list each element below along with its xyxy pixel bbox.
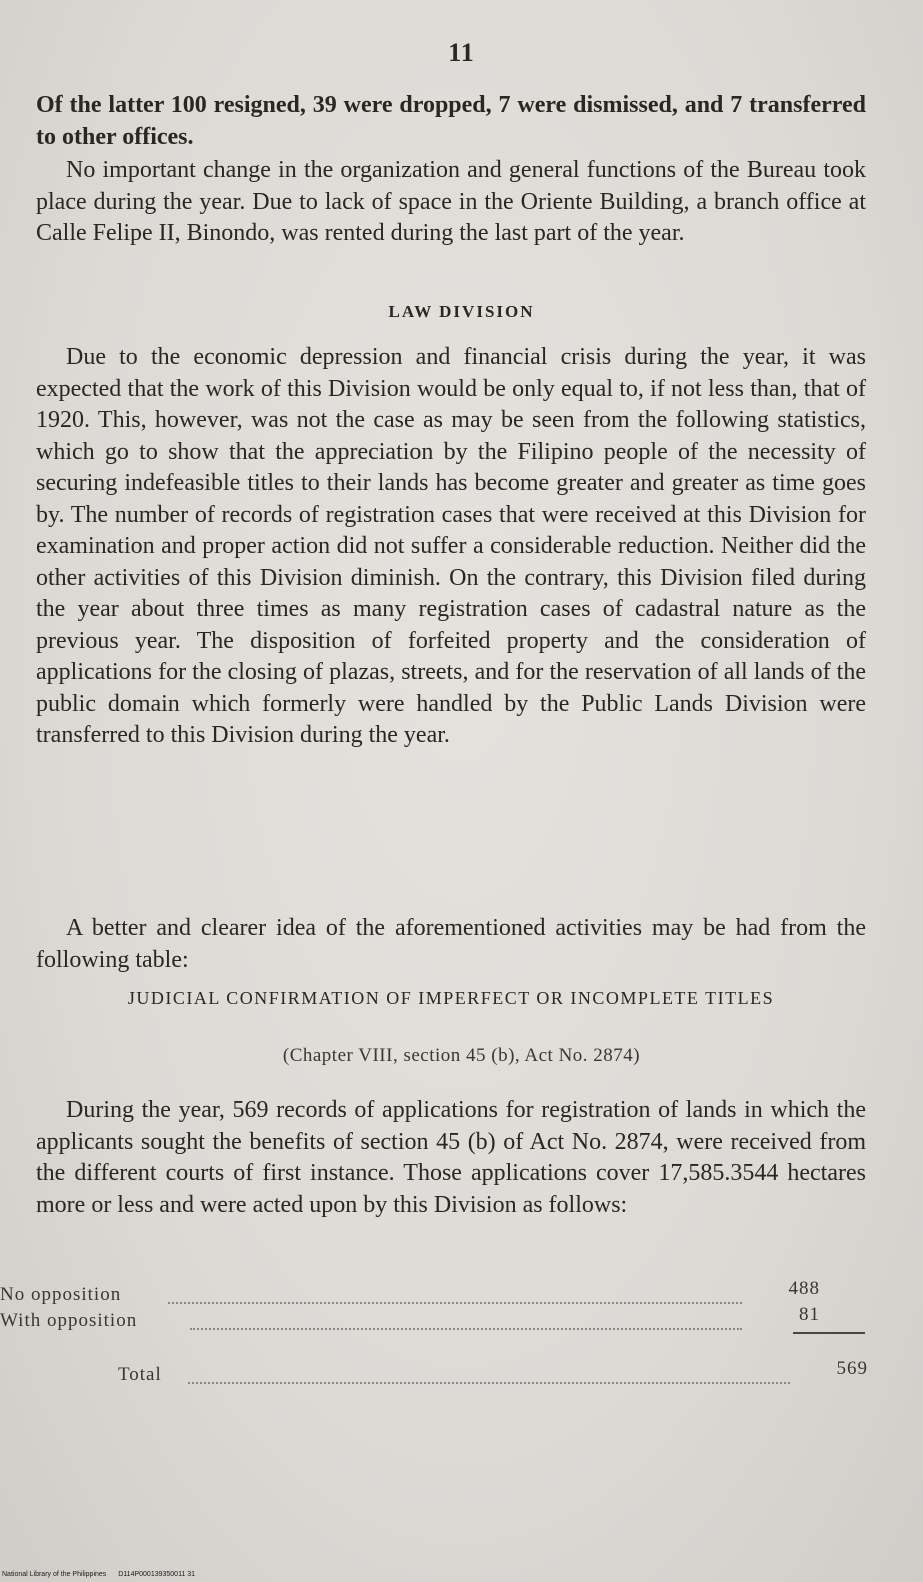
scan-footer xyxy=(2,1571,205,1578)
footer-library: National Library of the Philippines xyxy=(2,1571,107,1578)
paragraph-text: A better and clearer idea of the aforementioned activities may be had from the following table: xyxy=(36,915,866,973)
page-number: 11 xyxy=(448,38,475,67)
paragraph-text: Of the latter 100 resigned, 39 were dropped, 7 were dismissed, and 7 transferred to other offices. xyxy=(36,92,866,150)
judicial-confirmation-heading: JUDICIAL CONFIRMATION OF IMPERFECT OR INCOMPLETE TITLES xyxy=(127,988,775,1008)
intro-paragraph-1 xyxy=(36,90,866,153)
tally-row-no-opposition xyxy=(0,1278,820,1312)
tally-label: No opposition xyxy=(0,1284,122,1305)
judicial-paragraph xyxy=(36,1095,866,1221)
leader-dots xyxy=(168,1302,742,1304)
tally-value: 81 xyxy=(799,1304,820,1325)
tally-value: 488 xyxy=(788,1278,820,1299)
chapter-reference: (Chapter VIII, section 45 (b), Act No. 2874) xyxy=(282,1045,641,1066)
intro-paragraph-2 xyxy=(36,155,866,250)
leader-dots xyxy=(190,1328,742,1330)
paragraph-text: Due to the economic depression and financial crisis during the year, it was expected that the work of this Division would be only equal to, if not less than, that of 1920. This, however, was not the case as may be seen from the following statistics, which go to show that the appreciation by the Filipino people of the necessity of securing indefeasible titles to their lands has become greater and greater as time goes by. The number of records of registration cases that were received at this Division for examination and proper action did not suffer a considerable reduction. Neither did the other activities of this Division diminish. On the contrary, this Division filed during the year about three times as many registration cases of cadastral nature as the previous year. The disposition of forfeited property and the consideration of applications for the closing of plazas, streets, and for the reservation of all lands of the public domain which formerly were handled by the Public Lands Division were transferred to this Division during the year. xyxy=(36,344,866,748)
tally-label: Total xyxy=(118,1364,162,1385)
footer-code: D114P000139350011 31 xyxy=(118,1571,196,1578)
total-rule-line xyxy=(793,1332,865,1334)
law-division-paragraph xyxy=(36,342,866,752)
leader-dots xyxy=(188,1382,790,1384)
paragraph-text: No important change in the organization and general functions of the Bureau took place during the year. Due to lack of space in the Oriente Building, a branch office at Calle Felipe II, Binondo, was rented during the last part of the year. xyxy=(36,157,866,246)
tally-row-with-opposition xyxy=(0,1304,820,1338)
tally-value: 569 xyxy=(836,1358,868,1379)
paragraph-text: During the year, 569 records of applications for registration of lands in which the applicants sought the benefits of section 45 (b) of Act No. 2874, were received from the different courts of first instance. Those applications cover 17,585.3544 hectares more or less and were acted upon by this Division as follows: xyxy=(36,1097,866,1218)
tally-row-total xyxy=(118,1358,868,1392)
table-intro-paragraph xyxy=(36,913,866,976)
tally-label: With opposition xyxy=(0,1310,138,1331)
law-division-heading: LAW DIVISION xyxy=(388,302,535,321)
